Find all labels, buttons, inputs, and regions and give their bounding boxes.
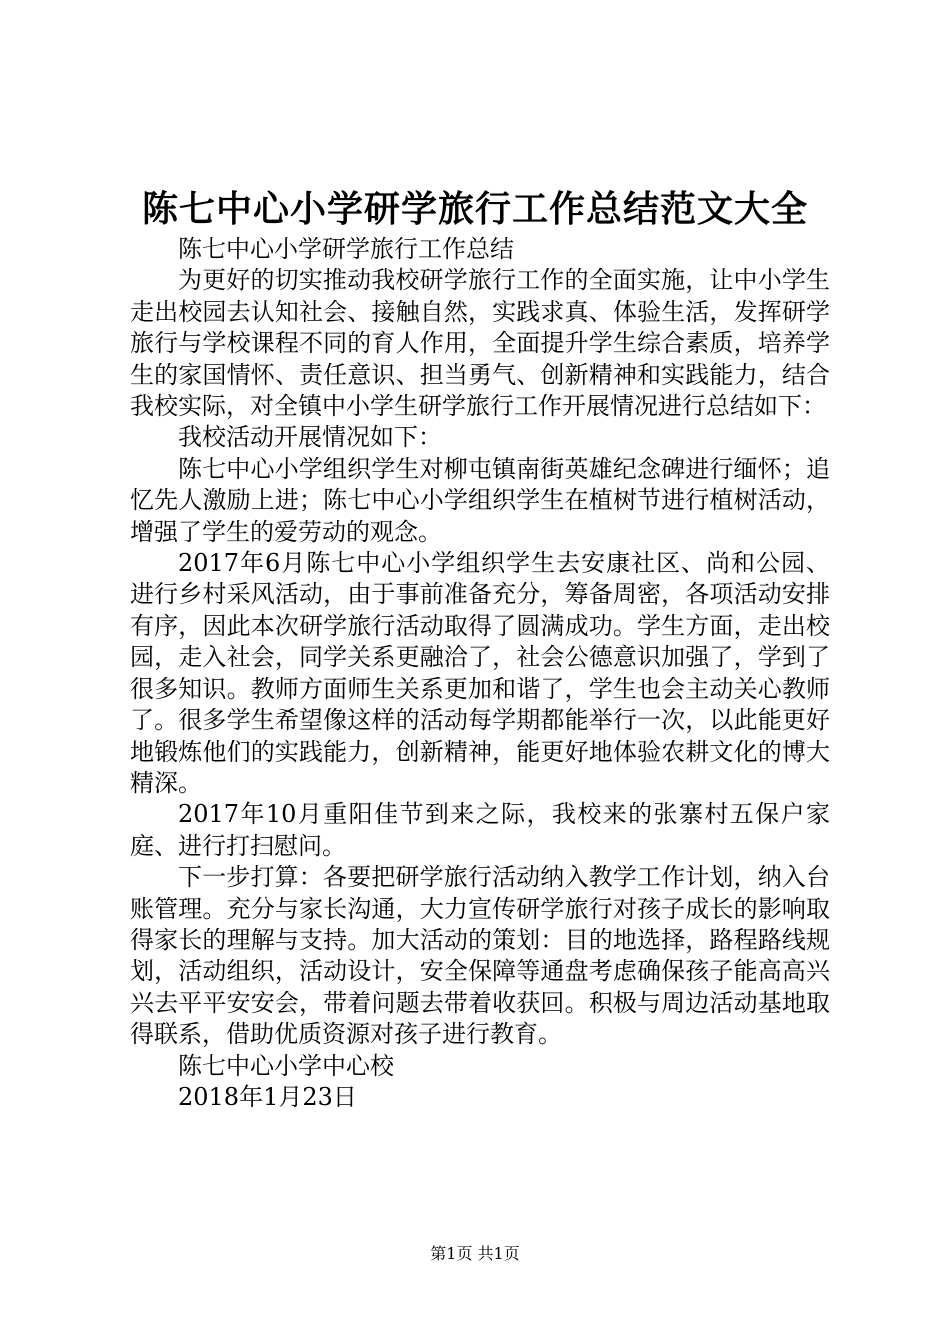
next-steps-paragraph: 下一步打算：各要把研学旅行活动纳入教学工作计划，纳入台账管理。充分与家长沟通，大力宣传研学旅行对孩子成长的影响取得家长的理解与支持。加大活动的策划：目的地选择，路程路线规划，活动组织，活动设计，安全保障等通盘考虑确保孩子能高高兴兴去平平安安会，带着问题去带着收获回。积极与周边活动基地取得联系，借助优质资源对孩子进行教育。: [130, 863, 830, 1049]
october-visit-paragraph: 2017年10月重阳佳节到来之际，我校来的张寨村五保户家庭、进行打扫慰问。: [130, 800, 830, 860]
document-title: 陈七中心小学研学旅行工作总结范文大全: [141, 188, 808, 230]
signature-paragraph: 陈七中心小学中心校: [178, 1051, 394, 1080]
document-body: [130, 234, 830, 1113]
date-paragraph: 2018年1月23日: [178, 1082, 357, 1111]
subtitle-paragraph: 陈七中心小学研学旅行工作总结: [178, 235, 514, 263]
intro-paragraph: 为更好的切实推动我校研学旅行工作的全面实施，让中小学生走出校园去认知社会、接触自然，实践求真、体验生活，发挥研学旅行与学校课程不同的育人作用，全面提升学生综合素质，培养学生的家国情怀、责任意识、担当勇气、创新精神和实践能力，结合我校实际，对全镇中小学生研学旅行工作开展情况进行总结如下：: [130, 266, 830, 421]
memorial-activity-paragraph: 陈七中心小学组织学生对柳屯镇南街英雄纪念碑进行缅怀；追忆先人激励上进；陈七中心小学组织学生在植树节进行植树活动，增强了学生的爱劳动的观念。: [130, 454, 830, 546]
june-trip-paragraph: 2017年6月陈七中心小学组织学生去安康社区、尚和公园、进行乡村采风活动，由于事前准备充分，筹备周密，各项活动安排有序，因此本次研学旅行活动取得了圆满成功。学生方面，走出校园，走入社会，同学关系更融洽了，社会公德意识加强了，学到了很多知识。教师方面师生关系更加和谐了，学生也会主动关心教师了。很多学生希望像这样的活动每学期都能举行一次，以此能更好地锻炼他们的实践能力，创新精神，能更好地体验农耕文化的博大精深。: [130, 549, 830, 797]
activities-heading-paragraph: 我校活动开展情况如下：: [178, 423, 442, 452]
page-number-footer: 第1页 共1页: [430, 1244, 520, 1263]
